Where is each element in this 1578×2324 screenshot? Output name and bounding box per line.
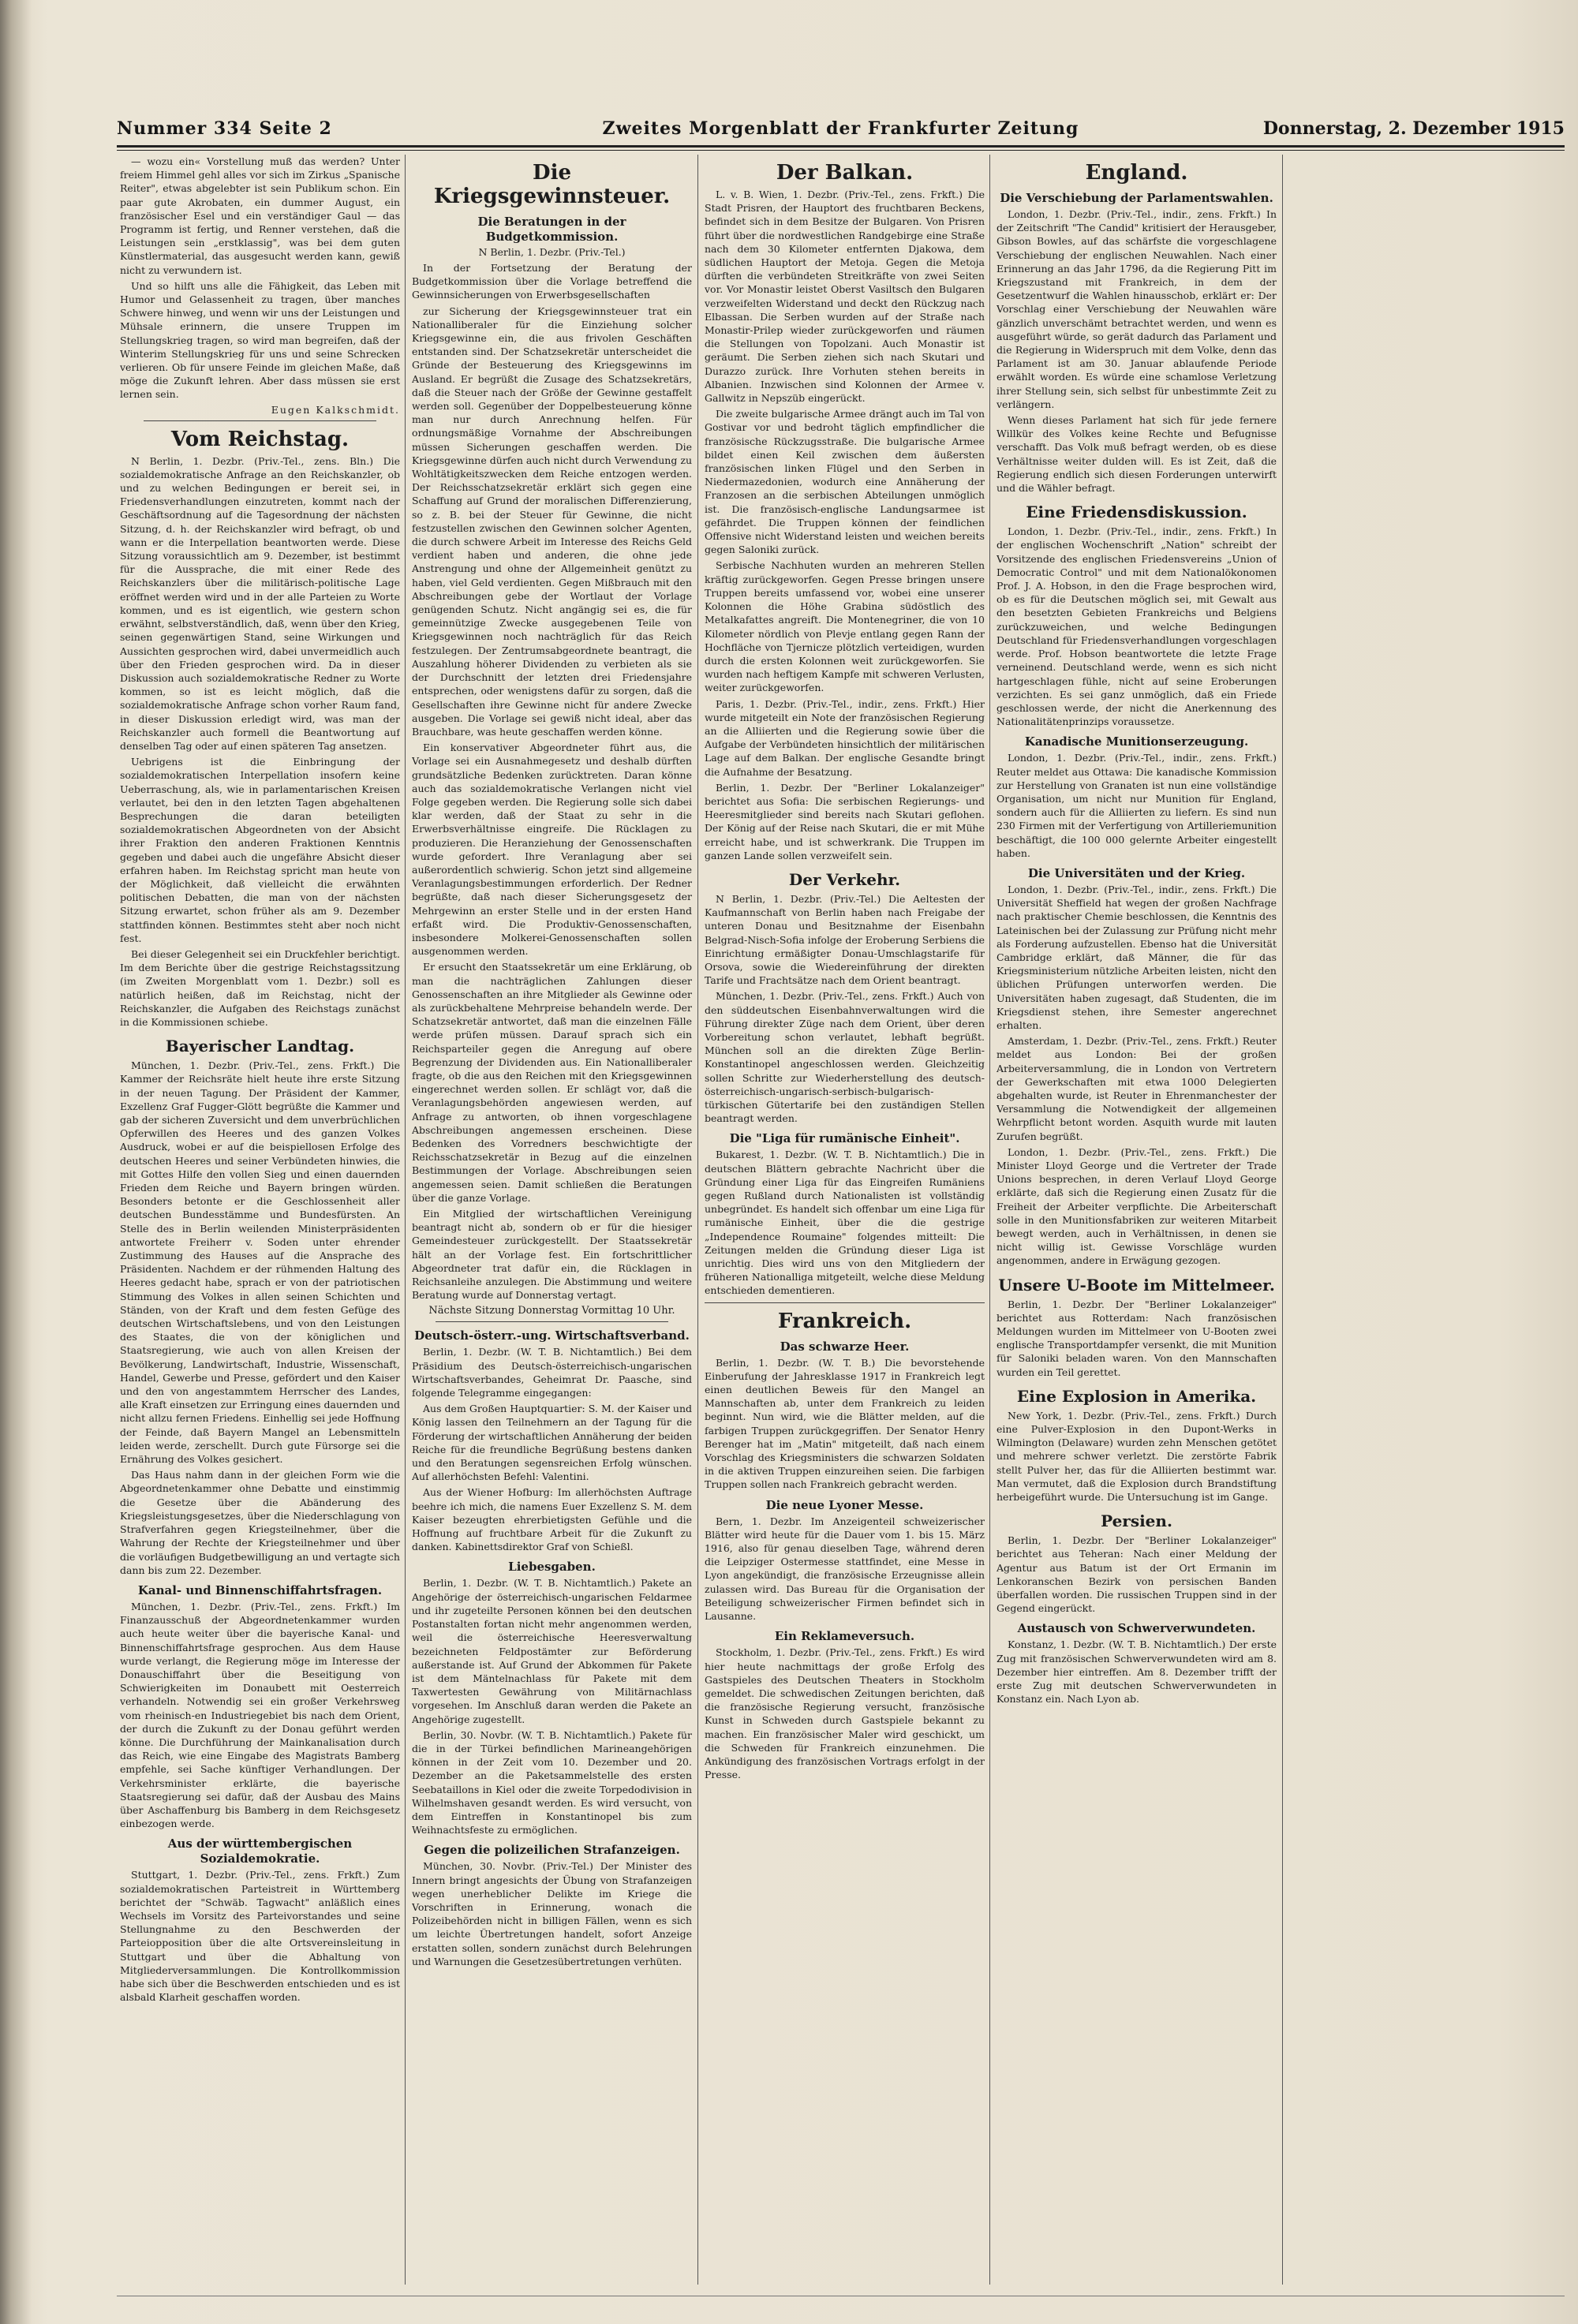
- section-heading-kanada: Kanadische Munitionserzeugung.: [1024, 734, 1249, 749]
- author-signature: Eugen Kalkschmidt.: [271, 403, 400, 416]
- issue-date: Donnerstag, 2. Dezember 1915: [1262, 118, 1565, 139]
- article-text: Berlin, 1. Dezbr. Der "Berliner Lokalanzeiger" berichtet aus Sofia: Die serbischen Regierungs- und Heeresmitglieder sind bereits nach Skutari geflohen. Der König auf der Reise nach Skutari, die er mit Mühe erreicht habe, und ist schwerkrank. Die Truppen im ganzen Lande sollen verzweifelt sein.: [705, 781, 985, 861]
- section-heading-kanal: Kanal- und Binnenschiffahrtsfragen.: [137, 1582, 383, 1597]
- newspaper-title: Zweites Morgenblatt der Frankfurter Zeitung: [602, 118, 1079, 139]
- article-text: Amsterdam, 1. Dezbr. (Priv.-Tel., zens. Frkft.) Reuter meldet aus London: Bei der großen Arbeiterversammlung, die in London von Vertretern der Gewerkschaften mit etwa 1000 Delegierten abgehalten wurde, ist Reuter in Ehrenmanchester der Versammlung die Notwendigkeit der allgemeinen Wehrpflicht betont worden. Asquith wurde mit lauten Zurufen begrüßt.: [997, 1035, 1277, 1142]
- subheading-budgetkommission: Die Beratungen in der Budgetkommission.: [477, 215, 626, 244]
- article-text: L. v. B. Wien, 1. Dezbr. (Priv.-Tel., zens. Frkft.) Die Stadt Prisren, der Hauptort des fruchtbaren Beckens, befindet sich in dem Besitze der Bulgaren. Von Prisren führt über die nordwestlichen Randgebirge eine Straße nach dem 30 Kilometer entfernten Djakowa, dem südlichen Hauptort der Metoja. Gegen die Metoja dürften die verbündeten Streitkräfte von zwei Seiten vor. Vor Monastir leistet Oberst Vasiltsch den Bulgaren verzweifelten Widerstand und deckt den Rückzug nach Elbassan. Die Serben wurden auf der Straße nach Monastir-Prilep wieder zurückgeworfen und räumen die Stellungen von Topolzani. Auch Monastir ist geräumt. Die Serben ziehen sich nach Skutari und Durazzo zurück. Ihre Vorhuten stehen bereits in Albanien. Inzwischen sind Kolonnen der Armee v. Gallwitz in Nepszüb eingerückt.: [705, 189, 985, 405]
- article-text: Uebrigens ist die Einbringung der sozialdemokratischen Interpellation insofern keine Ueberraschung, als, wie in parlamentarischen Kreisen verlautet, bei den in den letzten Tagen abgehaltenen Besprechungen die daran beteiligten sozialdemokratischen Abgeordneten von der Absicht ihrer Fraktion den anderen Fraktionen Kenntnis gegeben und dabei auch die ungefähre Absicht dieser erfahren haben. Im Reichstag spricht man heute von der Möglichkeit, daß vielleicht die erwähnten politischen Debatten, die man von der nächsten Sitzung erwartet, schon früher als am 9. Dezember stattfinden können. Bestimmtes steht aber noch nicht fest.: [120, 756, 400, 944]
- article-text: Paris, 1. Dezbr. (Priv.-Tel., indir., zens. Frkft.) Hier wurde mitgeteilt ein Note der französischen Regierung an die Alliierten und die Regierung sowie über die Aufgabe der Verbündeten hinsichtlich der militärischen Lage auf dem Balkan. Der englische Gesandte bringt die Aufnahme der Besatzung.: [705, 697, 985, 778]
- section-heading-wuerttemberg: Aus der württembergischen Sozialdemokratie.: [167, 1836, 353, 1866]
- section-heading-bayern: Bayerischer Landtag.: [165, 1037, 355, 1056]
- article-text: Aus dem Großen Hauptquartier: S. M. der Kaiser und König lassen den Teilnehmern an der Tagung für die Förderung der wirtschaftlichen Annäherung der beiden Reiche für die freundliche Begrüßung bestens danken und den Beratungen segensreichen Erfolg wünschen. Auf allerhöchsten Befehl: Valentini.: [412, 1403, 692, 1483]
- section-heading-u-boote: Unsere U-Boote im Mittelmeer.: [998, 1275, 1275, 1295]
- article-text: Ein konservativer Abgeordneter führt aus, die Vorlage sei ein Ausnahmegesetz und deshalb dürften grundsätzliche Bedenken zurücktreten. Daran könne auch das sozialdemokratische Verlangen nicht viel Folge gegeben werden. Die Regierung solle sich dabei klar werden, daß der Staat zu sehr in die Erwerbsverhältnisse eingreife. Die Rücklagen zu produzieren. Die Heranziehung der Genossenschaften wurde gefordert. Ihre Veranlagung aber sei außerordentlich schwierig. Schon jetzt sind allgemeine Veranlagungsbestimmungen erforderlich. Der Redner begrüßte, daß nach dieser Sicherungsgesetz der Mehrgewinn an erster Stelle und in der ersten Hand erfaßt wird. Die Produktiv-Genossenschaften, insbesondere Molkerei-Genossenschaften sollen ausgenommen werden.: [412, 742, 692, 958]
- column-divider: [1282, 155, 1283, 2285]
- masthead-rule-thin: [117, 150, 1565, 151]
- section-heading-reichstag: Vom Reichstag.: [170, 427, 350, 451]
- article-text: London, 1. Dezbr. (Priv.-Tel., indir., zens. Frkft.) Reuter meldet aus Ottawa: Die kanadische Kommission zur Herstellung von Granaten ist nun eine vollständige Organisation, um nicht nur Munition für England, sondern auch für die Alliierten zu liefern. Es sind nun 230 Firmen mit der Verfertigung von Artilleriemunition beschäftigt, die 100 000 gelernte Arbeiter eingestellt haben.: [997, 752, 1277, 859]
- section-heading-universitaeten: Die Universitäten und der Krieg.: [1027, 865, 1246, 880]
- column-2: [412, 155, 692, 2285]
- subheading-parlamentswahlen: Die Verschiebung der Parlamentswahlen.: [1000, 191, 1273, 205]
- subheading-schwarzes-heer: Das schwarze Heer.: [780, 1339, 910, 1354]
- article-text: Ein Mitglied der wirtschaftlichen Vereinigung beantragt nicht ab, sondern ob er für die hiesiger Gemeindesteuer zurückgestellt. Der Staatssekretär hält an der Vorlage fest. Ein fortschrittlicher Abgeordneter trat dafür ein, die Rücklagen in Reichsanleihe anzulegen. Die Abstimmung und weitere Beratung wurde auf Donnerstag vertagt.: [412, 1208, 692, 1302]
- section-heading-frankreich: Frankreich.: [777, 1309, 912, 1333]
- section-heading-explosion: Eine Explosion in Amerika.: [1016, 1386, 1257, 1406]
- article-text: Die zweite bulgarische Armee drängt auch im Tal von Gostivar vor und bedroht täglich empfindlicher die französische Rückzugsstraße. Die bulgarische Armee bildet einen Keil zwischen dem äußersten französischen linken Flügel und den Serben in Niedermazedonien, wodurch eine Annäherung der Franzosen an die serbischen Abteilungen unmöglich ist. Die französisch-englische Landungsarmee ist gefährdet. Die Truppen können der feindlichen Offensive nicht Widerstand leisten und weichen bereits gegen Saloniki zurück.: [705, 408, 985, 556]
- article-text: München, 1. Dezbr. (Priv.-Tel., zens. Frkft.) Im Finanzausschuß der Abgeordnetenkammer wurden auch heute weiter über die bayerische Kanal- und Binnenschiffahrtsfrage gesprochen. Aus dem Hause wurde verlangt, die Regierung möge im Interesse der Donauschiffahrt über die Beseitigung von Schwierigkeiten im Donaubett mit Oesterreich verhandeln. Notwendig sei ein großer Verkehrsweg vom rheinisch-en Industriegebiet bis nach dem Orient, der durch die Zukunft zu der Donau geführt werden könne. Die Durchführung der Mainkanalisation durch das Reich, wie eine Eingabe des Magistrats Bamberg empfehle, sei Sache künftiger Verhandlungen. Der Verkehrsminister erklärte, die bayerische Staatsregierung sei dafür, daß der Ausbau des Mains über Aschaffenburg bis Bamberg in dem Reichsgesetz einbezogen werde.: [120, 1600, 400, 1830]
- subheading-reklameversuch: Ein Reklameversuch.: [774, 1629, 915, 1644]
- article-text: Er ersucht den Staatssekretär um eine Erklärung, ob man die nachträglichen Zahlungen dieser Genossenschaften an ihre Mitglieder als Gewinne oder als zurückbehaltene Mehrpreise behandeln werde. Der Schatzsekretär antwortet, daß man die einzelnen Fälle werde prüfen müssen. Darauf sprach sich ein Reichsparteiler gegen die Anregung auf obere Begrenzung der Dividenden aus. Ein Nationalliberaler fragte, ob die aus den Reichen mit den Kriegsgewinnen eingerechnet werden sollen. Er schlägt vor, daß die Veranlagungsbehörden angewiesen werden, auf Anfrage zu antworten, ob ihnen vorgeschlagene Abschreibungen angemessen erscheinen. Diese Bedenken des Vorredners beschwichtigte der Reichsschatzsekretär in Bezug auf die einzelnen Bestimmungen der Vorlage. Abschreibungen seien angemessen seien. Damit schließen die Beratungen über die ganze Vorlage.: [412, 961, 692, 1204]
- article-text: Berlin, 1. Dezbr. Der "Berliner Lokalanzeiger" berichtet aus Teheran: Nach einer Meldung der Agentur aus Batum ist der Ort Ermanin im Lenkoranschen Bezirk von persischen Banden überfallen worden. Die russischen Truppen sind in der Gegend eingerückt.: [997, 1534, 1277, 1615]
- article-text: zur Sicherung der Kriegsgewinnsteuer trat ein Nationalliberaler für die Einziehung solcher Kriegsgewinne ein, die aus frivolen Geschäften entstanden sind. Der Schatzsekretär unterscheidet die Gründe der Besteuerung des Kriegsgewinns im Ausland. Er begrüßt die Zusage des Schatzsekretärs, daß die Steuer nach der Größe der Gewinne gestaffelt werden soll. Gegenüber der Doppelbesteuerung könne man nur durch Anrechnung helfen. Für ordnungsmäßige Vornahme der Abschreibungen müssen Sicherungen geschaffen werden. Die Kriegsgewinne dürfen auch nicht durch Verwendung zu Wohltätigkeitszwecken dem Reiche entzogen werden. Der Reichsschatzsekretär erklärt sich gegen eine Schaffung auf Grund der moralischen Differenzierung, so z. B. bei der Steuer für Gewinne, die nicht festzustellen zwischen den Gewinnen solcher Agenten, die durch schwere Arbeit im Interesse des Reichs Geld verdient haben und anderen, die ohne jede Anstrengung und ohne der Allgemeinheit genützt zu haben, viel Geld verdienten. Gegen Mißbrauch mit den Abschreibungen gebe der Wortlaut der Vorlage genügenden Schutz. Nicht angängig sei es, die für gemeinnützige Zwecke ausgegebenen Teile von Kriegsgewinnen noch nachträglich für das Reich festzulegen. Der Zentrumsabgeordnete beantragt, die Auszahlung höherer Dividenden zu verbieten als sie der Durchschnitt der letzten drei Friedensjahre entsprechen, oder wenigstens dafür zu sorgen, daß die Gesellschaften ihre Gewinne nicht für andere Zwecke ausgeben. Die Vorlage sei gewiß nicht ideal, aber das Brauchbare, was heute geschaffen werden könne.: [412, 305, 692, 738]
- article-text: Berlin, 30. Novbr. (W. T. B. Nichtamtlich.) Pakete für die in der Türkei befindlichen Marineangehörigen können in der Zeit vom 10. Dezember und 20. Dezember an die Paketsammelstelle des ersten Seebataillons in Kiel oder die zweite Torpedodivision in Wilhelmshaven gesandt werden. Es wird versucht, von dem Eintreffen in Konstantinopel bis zum Weihnachtsfeste zu ermöglichen.: [412, 1728, 692, 1836]
- article-text: Berlin, 1. Dezbr. (W. T. B. Nichtamtlich.) Bei dem Präsidium des Deutsch-österreichisch-ungarischen Wirtschaftsverbandes, Geheimrat Dr. Paasche, sind folgende Telegramme eingegangen:: [412, 1346, 692, 1399]
- divider: [436, 1321, 668, 1322]
- article-text: Konstanz, 1. Dezbr. (W. T. B. Nichtamtlich.) Der erste Zug mit französischen Schwerverwundeten wird am 8. Dezember hier eintreffen. Am 8. Dezember trifft der erste Zug mit deutschen Schwerverwundeten in Konstanz ein. Nach Lyon ab.: [997, 1638, 1277, 1706]
- masthead-rule: [117, 145, 1565, 148]
- section-heading-liebesgaben: Liebesgaben.: [508, 1560, 596, 1575]
- divider: [705, 1302, 985, 1303]
- masthead: [117, 118, 1565, 145]
- column-4: [997, 155, 1277, 2285]
- article-text: Bukarest, 1. Dezbr. (W. T. B. Nichtamtlich.) Die in deutschen Blättern gebrachte Nachricht über die Gründung einer Liga für das Eingreifen Rumäniens gegen Rußland durch Nationalisten ist vollständig unbegründet. Es handelt sich offenbar um eine Liga für rumänische Einheit, über die die gestrige „Independence Roumaine" folgendes mitteilt: Die Zeitungen melden die Gründung dieser Liga ist unrichtig. Dies wird uns von den Mitgliedern der früheren Nationalliga mitgeteilt, welche diese Meldung entschieden dementieren.: [705, 1149, 985, 1297]
- column-divider: [405, 155, 406, 2285]
- article-text: Berlin, 1. Dezbr. (W. T. B. Nichtamtlich.) Pakete an Angehörige der österreichisch-ungarischen Feldarmee und ihr zugeteilte Personen können bei den deutschen Postanstalten fortan nicht mehr angenommen werden, weil die österreichische Heeresverwaltung bezeichneten Feldpostämter zur Beförderung außerstande ist. Auf Grund der Abkommen für Pakete ist dem Mäntelnachlass für Pakete mit dem Taxwertesten Gewährung von Militärnachlass vorgesehen. Im Anschluß daran werden die Pakete an Angehörige zugestellt.: [412, 1577, 692, 1725]
- article-text: Das Haus nahm dann in der gleichen Form wie die Abgeordnetenkammer ohne Debatte und einstimmig die Gesetze über die Abänderung des Kriegsleistungsgesetzes, über die Niederschlagung von Strafverfahren gegen Kriegsteilnehmer, über die Wahrung der Rechte der Kriegsteilnehmer und über die vorläufigen Budgetbewilligung an und vertagte sich dann bis zum 22. Dezember.: [120, 1469, 400, 1576]
- column-divider: [697, 155, 698, 2285]
- section-heading-verkehr: Der Verkehr.: [788, 869, 901, 889]
- article-text: New York, 1. Dezbr. (Priv.-Tel., zens. Frkft.) Durch eine Pulver-Explosion in den Dupont-Werks in Wilmington (Delaware) wurden zehn Menschen getötet und mehrere schwer verletzt. Die zerstörte Fabrik stellt Pulver her, das für die Alliierten bestimmt war. Man vermutet, daß die Explosion durch Brandstiftung herbeigeführt wurde. Die Untersuchung ist im Gange.: [997, 1409, 1277, 1504]
- section-heading-persien: Persien.: [1101, 1511, 1172, 1531]
- article-text: London, 1. Dezbr. (Priv.-Tel., indir., zens. Frkft.) Die Universität Sheffield hat wegen der großen Nachfrage nach praktischer Chemie beschlossen, die Kenntnis des Lateinischen bei der Zulassung zur Prüfung nicht mehr als Forderung aufzustellen. Ebenso hat die Universität Cambridge erklärt, daß Männer, die für das Kriegsministerium nützliche Arbeiten leisten, nicht den üblichen Prüfungen unterworfen werden. Die Universitäten haben zugesagt, daß Studenten, die im Kriegsdienst stehen, ihre Semester angerechnet erhalten.: [997, 883, 1277, 1031]
- article-text: Und so hilft uns alle die Fähigkeit, das Leben mit Humor und Gelassenheit zu tragen, über manches Schwere hinweg, und wenn wir uns der Leistungen und Mühsale erinnern, die unsere Truppen im Stellungskrieg tragen, so wird man begreifen, daß der Winterim Stellungskrieg für uns und seine Schrecken verlieren. Ob für unsere Feinde im gleichen Maße, daß möge die Zukunft lehren. Aber dass müssen sie erst lernen sein.: [120, 279, 400, 401]
- section-heading-friedensdiskussion: Eine Friedensdiskussion.: [1026, 503, 1247, 522]
- article-text: Stockholm, 1. Dezbr. (Priv.-Tel., zens. Frkft.) Es wird hier heute nachmittags der große Erfolg des Gastspieles des Deutschen Theaters in Stockholm gemeldet. Die schwedischen Zeitungen berichten, daß die französische Regierung versucht, französische Kunst in Schweden durch Gastspiele bekannt zu machen. Ein französischer Maler wird geschickt, um die Schweden für Frankreich einzunehmen. Die Ankündigung des französischen Vortrags erfolgt in der Presse.: [705, 1646, 985, 1781]
- column-3: [705, 155, 985, 2285]
- section-heading-liga: Die "Liga für rumänische Einheit".: [729, 1131, 960, 1146]
- article-text: München, 1. Dezbr. (Priv.-Tel., zens. Frkft.) Auch von den süddeutschen Eisenbahnverwaltungen wird die Führung direkter Züge nach dem Orient, über deren Vorbereitung schon verlautet, lebhaft begrüßt. München soll an die direkten Züge Berlin-Konstantinopel angeschlossen werden. Gleichzeitig sollen Schritte zur Wiederherstellung des deutsch-österreichisch-ungarisch-serbisch-bulgarisch-türkischen Gütertarife bei den zuständigen Stellen beantragt werden.: [705, 990, 985, 1125]
- article-text: London, 1. Dezbr. (Priv.-Tel., indir., zens. Frkft.) In der Zeitschrift "The Candid" kritisiert der Herausgeber, Gibson Bowles, auf das schärfste die vorgeschlagene Verschiebung der englischen Neuwahlen. Nach einer Erinnerung an das Jahr 1796, da die Regierung Pitt im Kriegszustand mit Frankreich, in dem der Gesetzentwurf die Wahlen hinausschob, erklärt er: Der Vorschlag einer Verschiebung der Neuwahlen wäre gänzlich unverschämt betrachtet werden, und wenn es ausgeführt würde, so gerät dadurch das Parlament und die Regierung in Widerspruch mit dem Volke, denn das Parlament ist am 30. Januar ablaufende Periode erwählt worden. Es würde eine schamlose Verletzung ihrer Stellung sein, sich selbst für unbestimmte Zeit zu verlängern.: [997, 208, 1277, 410]
- article-text: Bern, 1. Dezbr. Im Anzeigenteil schweizerischer Blätter wird heute für die Dauer vom 1. bis 15. März 1916, also für genau dieselben Tage, während deren die Leipziger Ostermesse stattfindet, eine Messe in Lyon angekündigt, die französische Erzeugnisse allein zulassen wird. Das Bureau für die Organisation der Beteiligung schweizerischer Firmen befindet sich in Lausanne.: [705, 1515, 985, 1623]
- section-heading-kriegsgewinnsteuer: Die Kriegsgewinnsteuer.: [433, 161, 671, 208]
- article-text: Stuttgart, 1. Dezbr. (Priv.-Tel., zens. Frkft.) Zum sozialdemokratischen Parteistreit in Württemberg berichtet der "Schwäb. Tagwacht" anläßlich eines Wechsels im Vorsitz des Parteivorstandes und seine Stellungnahme zu den Beschwerden der Parteiopposition über die alte Ortsvereinsleitung in Stuttgart und über die Abhaltung von Mitgliederversammlungen. Die Kontrollkommission habe sich über die Beschwerden entschieden und es ist alsbald Klarheit geschaffen worden.: [120, 1869, 400, 2004]
- article-text: Serbische Nachhuten wurden an mehreren Stellen kräftig zurückgeworfen. Gegen Presse bringen unsere Truppen bereits umfassend vor, wobei eine unserer Kolonnen die Höhe Grabina südöstlich des Metalkafattes angreift. Die Montenegriner, die von 10 Kilometer nördlich von Plevje entlang gegen Rann der Hochfläche von Tjernicze plötzlich verteidigen, wurden durch die ersten Kolonnen weit zurückgeworfen. Sie wurden nach heftigem Kampfe mit schweren Verlusten, weiter zurückgeworfen.: [705, 559, 985, 694]
- article-text: Wenn dieses Parlament hat sich für jede fernere Willkür des Volkes keine Rechte und Befugnisse verschafft. Das Volk muß befragt werden, ob es diese Verhältnisse weiter dulden will. Es ist Zeit, daß die Regierung endlich sich diesen Forderungen unterwirft und die Wähler befragt.: [997, 414, 1277, 495]
- article-text: In der Fortsetzung der Beratung der Budgetkommission über die Vorlage betreffend die Gewinnsicherungen von Erwerbsgesellschaften: [412, 262, 692, 301]
- section-heading-strafanzeigen: Gegen die polizeilichen Strafanzeigen.: [424, 1843, 680, 1858]
- article-text: N Berlin, 1. Dezbr. (Priv.-Tel., zens. Bln.) Die sozialdemokratische Anfrage an den Reichskanzler, ob und zu welchen Bedingungen er bereit sei, in Friedensverhandlungen einzutreten, kommt nach der Geschäftsordnung auf die Tagesordnung der nächsten Sitzung, d. h. der Reichskanzler wird befragt, ob und wann er die Interpellation beantworten werde. Diese Sitzung voraussichtlich am 9. Dezember, ist bestimmt für die Aussprache, die mit einer Rede des Reichskanzlers über die militärisch-politische Lage eröffnet werden wird und in der alle Parteien zu Worte kommen, und es ist eigentlich, wie gestern schon erwähnt, selbstverständlich, daß, wenn über den Krieg, seinen gegenwärtigen Stand, seine Wirkungen und Aussichten gesprochen wird, dabei unvermeidlich auch über den Frieden gesprochen wird. Da in dieser Diskussion auch sozialdemokratische Redner zu Worte kommen, so ist es leicht möglich, daß die sozialdemokratische Anfrage schon vorher Raum fand, in dieser Diskussion erledigt wird, was man der Reichskanzler auch formell die Beantwortung auf denselben Tag oder auf einen späteren Tag ansetzen.: [120, 454, 400, 752]
- article-text: Berlin, 1. Dezbr. Der "Berliner Lokalanzeiger" berichtet aus Rotterdam: Nach französischen Meldungen wurden im Mittelmeer von U-Booten zwei englische Transportdampfer versenkt, die mit Munition für Saloniki beladen waren. Von den Mannschaften wurden ein Teil gerettet.: [997, 1298, 1277, 1378]
- article-text: Aus der Wiener Hofburg: Im allerhöchsten Auftrage beehre ich mich, die namens Euer Exzellenz S. M. dem Kaiser bezeugten ehrerbietigsten Gefühle und die Hoffnung auf fruchtbare Arbeit für die Zukunft zu danken. Kabinettsdirektor Graf von Schießl.: [412, 1486, 692, 1553]
- article-text: Bei dieser Gelegenheit sei ein Druckfehler berichtigt. Im dem Berichte über die gestrige Reichstagssitzung (im Zweiten Morgenblatt vom 1. Dezbr.) soll es natürlich heißen, daß im Reichstag, nicht der Reichskanzler, die Aufgaben des Reichstags zunächst in die Kommissionen schiebe.: [120, 947, 400, 1028]
- session-note: Nächste Sitzung Donnerstag Vormittag 10 Uhr.: [428, 1305, 675, 1317]
- article-text: — wozu ein« Vorstellung muß das werden? Unter freiem Himmel gehl alles vor sich im Zirkus „Spanische Reiter", etwas abgelebter ist sein Publikum schon. Ein paar gute Akrobaten, ein dummer August, ein französischer Esel und ein verständiger Gaul — das Programm ist fertig, und Renner verstehen, daß die Leistungen sein „erstklassig", was bei dem guten Künstlermaterial, das ausgesucht werden kann, gewiß nicht zu verwundern ist.: [120, 155, 400, 276]
- article-text: München, 30. Novbr. (Priv.-Tel.) Der Minister des Innern bringt angesichts der Übung von Strafanzeigen wegen unerheblicher Delikte im Kriege die Vorschriften in Erinnerung, wonach die Polizeibehörden nicht in billigen Fällen, wenn es sich um leichte Übertretungen handelt, sofort Anzeige erstatten sollen, sondern zunächst durch Belehrungen und Warnungen die Gesetzesübertretungen verhüten.: [412, 1860, 692, 1967]
- section-heading-wirtschaftsverband: Deutsch-österr.-ung. Wirtschaftsverband.: [414, 1328, 690, 1343]
- article-text: London, 1. Dezbr. (Priv.-Tel., zens. Frkft.) Die Minister Lloyd George und die Vertreter der Trade Unions besprechen, in deren Verlauf Lloyd George erklärte, daß sich die Regierung einen Zusatz für die Freiheit der Arbeiter verpflichte. Die Arbeiterschaft solle in den Munitionsfabriken zur weiteren Mitarbeit bewegt werden, auch in Verhältnissen, in denen sie nicht willig ist. Gewisse Vorschläge wurden angenommen, andere in Erwägung gezogen.: [997, 1145, 1277, 1267]
- divider: [144, 420, 376, 421]
- section-heading-england: England.: [1085, 161, 1188, 185]
- column-1: [120, 155, 400, 2285]
- section-heading-austausch: Austausch von Schwerverwundeten.: [1017, 1621, 1256, 1636]
- subheading-lyoner-messe: Die neue Lyoner Messe.: [765, 1497, 924, 1512]
- article-text: N Berlin, 1. Dezbr. (Priv.-Tel.) Die Aeltesten der Kaufmannschaft von Berlin haben nach Freigabe der unteren Donau und Besitznahme der Eisenbahn Belgrad-Nisch-Sofia infolge der Eroberung Serbiens die Einrichtung ermäßigter Donau-Umschlagstarife für Orsova, sowie die Wiedereinführung der direkten Tarife und Frachtsätze nach dem Orient beantragt.: [705, 892, 985, 987]
- dateline: N Berlin, 1. Dezbr. (Priv.-Tel.): [478, 246, 626, 258]
- article-text: London, 1. Dezbr. (Priv.-Tel., indir., zens. Frkft.) In der englischen Wochenschrift „Nation" schreibt der Vorsitzende des englischen Friedensvereins „Union of Democratic Control" und mit dem Nationalökonomen Prof. J. A. Hobson, in den die Frage besprochen wird, ob es für die Deutschen möglich sei, mit Gewalt aus den besetzten Gebieten Frankreichs und Belgiens zurückzuweichen, und welche Bedingungen Deutschland für Friedensverhandlungen vorgeschlagen werde. Prof. Hobson beantwortete die letzte Frage verneinend. Deutschland werde, wenn es sich nicht hartgeschlagen fühle, nicht auf seine Eroberungen verzichten. Es sei ganz unmöglich, daß ein Friede geschlossen werde, der nicht die Anerkennung des Nationalitätenprinzips voraussetze.: [997, 525, 1277, 728]
- article-text: München, 1. Dezbr. (Priv.-Tel., zens. Frkft.) Die Kammer der Reichsräte hielt heute ihre erste Sitzung in der neuen Tagung. Der Präsident der Kammer, Exzellenz Graf Fugger-Glött begrüßte die Kammer und gab der sicheren Zuversicht und dem unverbrüchlichen Opferwillen des Heeres und des ganzen Volkes Ausdruck, wobei er auf die beispiellosen Erfolge des deutschen Heeres und seiner Verbündeten hinwies, die mit Gottes Hilfe den vollen Sieg und einen dauernden Frieden dem Reiche und Bayern bringen würden. Besonders betonte er die Geschlossenheit aller deutschen Bundesstämme und Bundesfürsten. An Stelle des in Berlin weilenden Ministerpräsidenten antwortete Freiherr v. Soden unter ehrender Zustimmung des Hauses auf die Ansprache des Präsidenten. Nachdem er der rühmenden Haltung des Heeres gedacht habe, sprach er von der patriotischen Stimmung des Volkes in allen seinen Schichten und Ständen, von der Kraft und dem festen Gefüge des deutschen Wirtschaftslebens, und von den Leistungen des Staates, die von der königlichen und Staatsregierung, wie auch von allen Kreisen der Bevölkerung, Landwirtschaft, Industrie, Wissenschaft, Handel, Gewerbe und Presse, gefördert und den Kaiser und den von angestammtem Herrscher des Landes, alle Kraft einsetzen zur Erringung eines dauernden und nicht allzu fernen Friedens. Einhellig sei jede Hoffnung der Feinde, daß Bayern Mangel an Lebensmitteln leiden werde, zerschellt. Durch gute Fürsorge sei die Ernährung des Volkes gesichert.: [120, 1059, 400, 1466]
- article-text: Berlin, 1. Dezbr. (W. T. B.) Die bevorstehende Einberufung der Jahresklasse 1917 in Frankreich legt einen deutlichen Beweis für den Mangel an Mannschaften ab, unter dem Frankreich zu leiden beginnt. Nun wird, wie die Blätter melden, auf die farbigen Truppen zurückgegriffen. Der Senator Henry Berenger hat im „Matin" mitgeteilt, daß nach einem Vorschlag des Kriegsministers die schwarzen Soldaten in die aktiven Truppen einzureihen seien. Die farbigen Truppen sollen nach Frankreich gebracht werden.: [705, 1356, 985, 1491]
- column-divider: [989, 155, 990, 2285]
- issue-number: Nummer 334 Seite 2: [117, 118, 332, 139]
- section-heading-balkan: Der Balkan.: [776, 161, 914, 185]
